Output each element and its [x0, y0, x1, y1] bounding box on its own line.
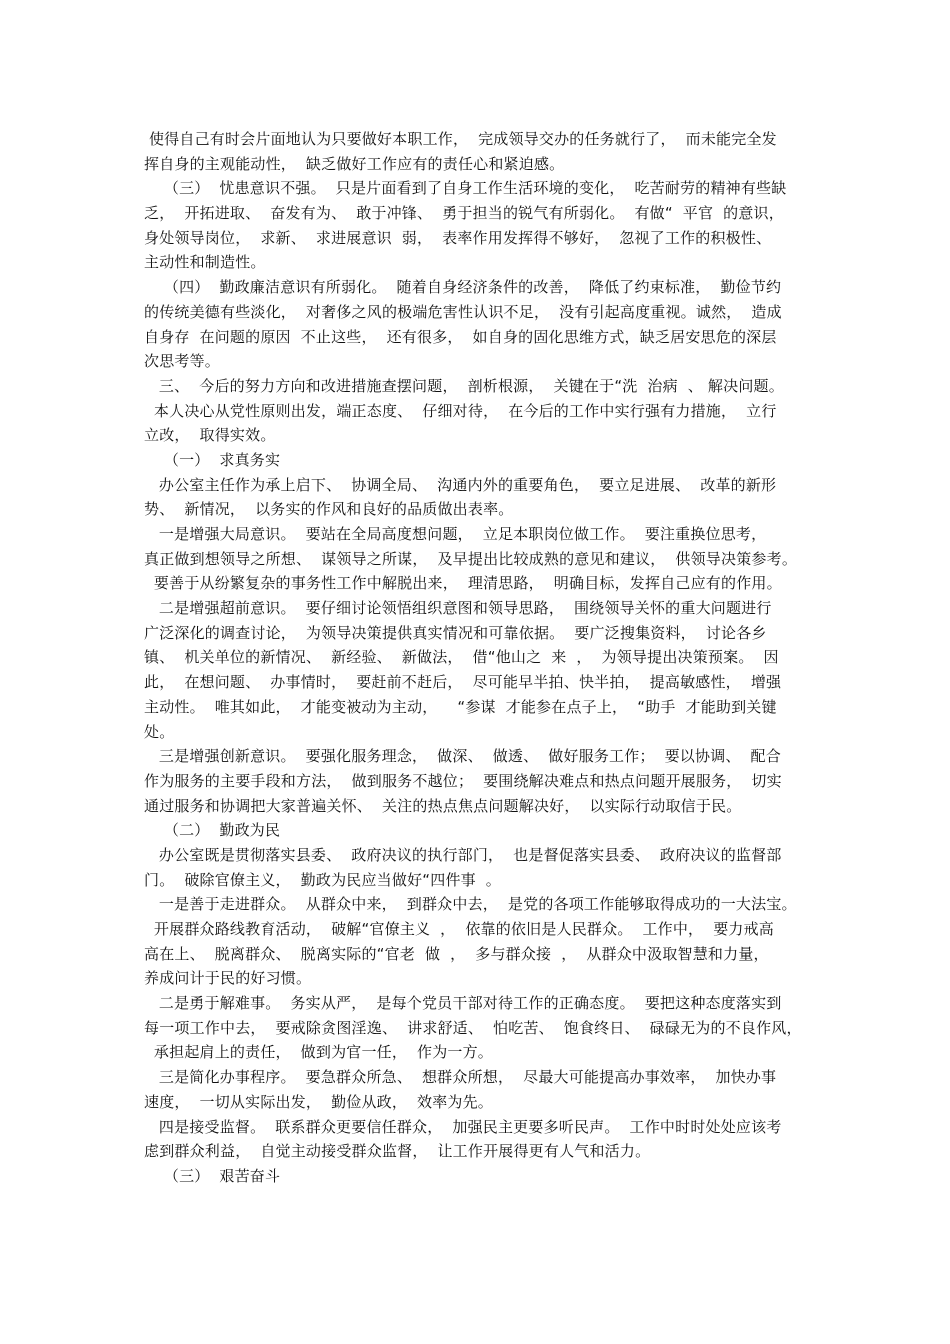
text-line: 速度， 一切从实际出发， 勤俭从政， 效率为先。	[144, 1092, 494, 1111]
text-line: 的传统美德有些淡化， 对奢侈之风的极端危害性认识不足， 没有引起高度重视。诚然， 造成	[144, 302, 782, 321]
section-heading-line: （三） 忧患意识不强。 只是片面看到了自身工作生活环境的变化， 吃苦耐劳的精神有些缺	[144, 179, 787, 198]
text-line: 一是善于走进群众。 从群众中来， 到群众中去， 是党的各项工作能够取得成功的一大法宝。	[144, 895, 797, 914]
text-line: 主动性和制造性。	[144, 253, 266, 272]
text-line: 挥自身的主观能动性， 缺乏做好工作应有的责任心和紧迫感。	[144, 154, 565, 173]
text-line: 养成问计于民的好习惯。	[144, 969, 312, 988]
section-heading-line: （四） 勤政廉洁意识有所弱化。 随着自身经济条件的改善， 降低了约束标准， 勤俭节约	[144, 278, 782, 297]
text-line: 承担起肩上的责任， 做到为官一任， 作为一方。	[144, 1043, 494, 1062]
text-line: 使得自己有时会片面地认为只要做好本职工作， 完成领导交办的任务就行了， 而未能完全发	[144, 130, 777, 148]
text-line: 立改， 取得实效。	[144, 426, 276, 445]
text-line: 广泛深化的调查讨论， 为领导决策提供真实情况和可靠依据。 要广泛搜集资料， 讨论各乡	[144, 623, 767, 642]
text-line: 作为服务的主要手段和方法， 做到服务不越位； 要围绕解决难点和热点问题开展服务， 切实	[144, 771, 782, 790]
subsection-heading: （三） 艰苦奋斗	[144, 1166, 281, 1185]
text-line: 势、 新情况， 以务实的作风和良好的品质做出表率。	[144, 500, 514, 519]
text-line: 乏， 开拓进取、 奋发有为、 敢于冲锋、 勇于担当的锐气有所弱化。 有做“ 平官 的意识，	[144, 204, 784, 223]
text-line: 镇、 机关单位的新情况、 新经验、 新做法， 借“他山之 来 ， 为领导提出决策预案。 因	[144, 648, 779, 667]
text-line: 三是简化办事程序。 要急群众所急、 想群众所想， 尽最大可能提高办事效率， 加快办事	[144, 1068, 777, 1087]
text-line: 真正做到想领导之所想、 谋领导之所谋， 及早提出比较成熟的意见和建议， 供领导决策参考。	[144, 549, 798, 568]
text-line: 开展群众路线教育活动， 破解“官僚主义 ， 依靠的依旧是人民群众。 工作中， 要力戒高	[144, 920, 774, 938]
text-line: 本人决心从党性原则出发，端正态度、 仔细对待， 在今后的工作中实行强有力措施， 立行	[144, 401, 777, 420]
text-line: 次思考等。	[144, 352, 221, 371]
text-line: 自身存 在问题的原因 不止这些， 还有很多， 如自身的固化思维方式，缺乏居安思危的深层	[144, 327, 777, 346]
text-line: 此， 在想问题、 办事情时， 要赶前不赶后， 尽可能早半拍、快半拍， 提高敏感性， 增强	[144, 673, 782, 692]
text-line: 每一项工作中去， 要戒除贪图淫逸、 讲求舒适、 怕吃苦、 饱食终日、 碌碌无为的不良作风，	[144, 1018, 802, 1037]
document-body	[144, 127, 824, 1189]
text-line: 门。 破除官僚主义， 勤政为民应当做好“四件事 。	[144, 870, 501, 889]
text-line: 高在上、 脱离群众、 脱离实际的“官老 做 ， 多与群众接 ， 从群众中汲取智慧和力量，	[144, 944, 769, 963]
text-line: 要善于从纷繁复杂的事务性工作中解脱出来， 理清思路， 明确目标，发挥自己应有的作用。	[144, 574, 782, 593]
text-line: 二是增强超前意识。 要仔细讨论领悟组织意图和领导思路， 围绕领导关怀的重大问题进行	[144, 599, 772, 618]
subsection-heading: （二） 勤政为民	[144, 821, 281, 840]
subsection-heading: （一） 求真务实	[144, 450, 281, 469]
text-line: 四是接受监督。 联系群众更要信任群众， 加强民主更要多听民声。 工作中时时处处应该考	[144, 1117, 782, 1136]
text-line: 虑到群众利益， 自觉主动接受群众监督， 让工作开展得更有人气和活力。	[144, 1142, 651, 1161]
text-line: 身处领导岗位， 求新、 求进展意识 弱， 表率作用发挥得不够好， 忽视了工作的积极性、	[144, 228, 772, 247]
text-line: 主动性。 唯其如此， 才能变被动为主动， “参谋 才能参在点子上， “助手 才能助到关键	[144, 697, 777, 716]
text-line: 办公室既是贯彻落实县委、 政府决议的执行部门， 也是督促落实县委、 政府决议的监督部	[144, 845, 782, 864]
text-line: 办公室主任作为承上启下、 协调全局、 沟通内外的重要角色， 要立足进展、 改革的新形	[144, 475, 777, 494]
text-line: 一是增强大局意识。 要站在全局高度想问题， 立足本职岗位做工作。 要注重换位思考，	[144, 525, 767, 543]
text-line: 二是勇于解难事。 务实从严， 是每个党员干部对待工作的正确态度。 要把这种态度落实到	[144, 994, 782, 1013]
text-line: 通过服务和协调把大家普遍关怀、 关注的热点焦点问题解决好， 以实际行动取信于民。	[144, 796, 742, 815]
section-heading-line: 三、 今后的努力方向和改进措施查摆问题， 剖析根源， 关键在于“洗 治病 、 解决问题。	[144, 376, 784, 395]
text-line: 三是增强创新意识。 要强化服务理念， 做深、 做透、 做好服务工作； 要以协调、 配合	[144, 747, 781, 766]
text-line: 处。	[144, 722, 175, 741]
